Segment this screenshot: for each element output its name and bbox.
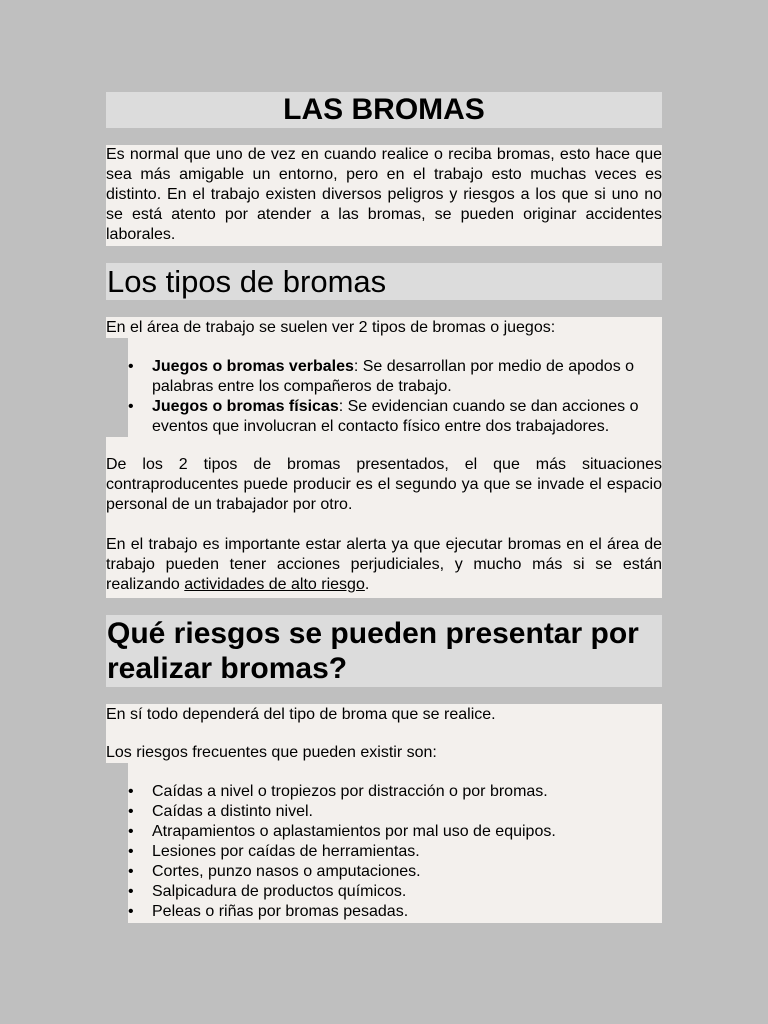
list-item-text: : Se evidencian cuando se dan acciones o eventos que involucran el contacto físico entre dos trabajadores. <box>152 398 639 435</box>
document-page <box>106 92 662 923</box>
page-title: LAS BROMAS <box>106 92 662 128</box>
list-item <box>106 357 662 397</box>
paragraph-tipos-3 <box>106 535 662 595</box>
paragraph-tipos-3-post: . <box>364 576 370 593</box>
section-riesgos-lead1: En sí todo dependerá del tipo de broma que se realice. <box>106 706 496 723</box>
section-tipos-body <box>106 317 662 338</box>
list-item-text: : Se desarrollan por medio de apodos o palabras entre los compañeros de trabajo. <box>152 358 635 395</box>
section-heading-tipos: Los tipos de bromas <box>106 263 662 300</box>
paragraph-tipos-2: De los 2 tipos de bromas presentados, el que más situaciones contraproducentes puede producir es el segundo ya que se invade el espacio personal de un trabajador por otro. <box>106 456 662 513</box>
spacer <box>106 515 662 535</box>
alto-riesgo-link[interactable]: actividades de alto riesgo <box>184 576 365 593</box>
spacer <box>106 437 662 455</box>
riesgos-list <box>106 782 662 922</box>
list-item <box>106 397 662 437</box>
list-item-bold: Juegos o bromas verbales <box>152 358 354 375</box>
section-tipos-lead: En el área de trabajo se suelen ver 2 tipos de bromas o juegos: <box>106 319 556 336</box>
section-heading-riesgos: Qué riesgos se pueden presentar por realizar bromas? <box>106 615 662 687</box>
riesgos-list-wrap <box>106 763 662 923</box>
list-item: • Cortes, punzo nasos o amputaciones. <box>106 862 662 882</box>
list-item: • Lesiones por caídas de herramientas. <box>106 842 662 862</box>
spacer <box>106 595 662 598</box>
list-item: • Peleas o riñas por bromas pesadas. <box>106 902 662 922</box>
section-riesgos-lead2: Los riesgos frecuentes que pueden existir son: <box>106 744 437 761</box>
list-item: • Atrapamientos o aplastamientos por mal uso de equipos. <box>106 822 662 842</box>
list-item: • Caídas a distinto nivel. <box>106 802 662 822</box>
bromas-type-list <box>106 357 662 437</box>
list-item: • Salpicadura de productos químicos. <box>106 882 662 902</box>
spacer <box>106 725 662 743</box>
bromas-type-list-wrap <box>106 338 662 437</box>
list-item-bold: Juegos o bromas físicas <box>152 398 339 415</box>
intro-paragraph: Es normal que uno de vez en cuando realice o reciba bromas, esto hace que sea más amigable un entorno, pero en el trabajo esto muchas veces es distinto. En el trabajo existen diversos peligros y riesgos a los que si uno no se está atento por atender a las bromas, se pueden originar accidentes laborales. <box>106 145 662 246</box>
paragraph-tipos-3-pre: En el trabajo es importante estar alerta ya que ejecutar bromas en el área de trabajo pueden tener acciones perjudiciales, y mucho más si se están realizando <box>106 536 662 593</box>
section-tipos-after <box>106 437 662 598</box>
section-riesgos-body <box>106 704 662 763</box>
list-item: • Caídas a nivel o tropiezos por distracción o por bromas. <box>106 782 662 802</box>
